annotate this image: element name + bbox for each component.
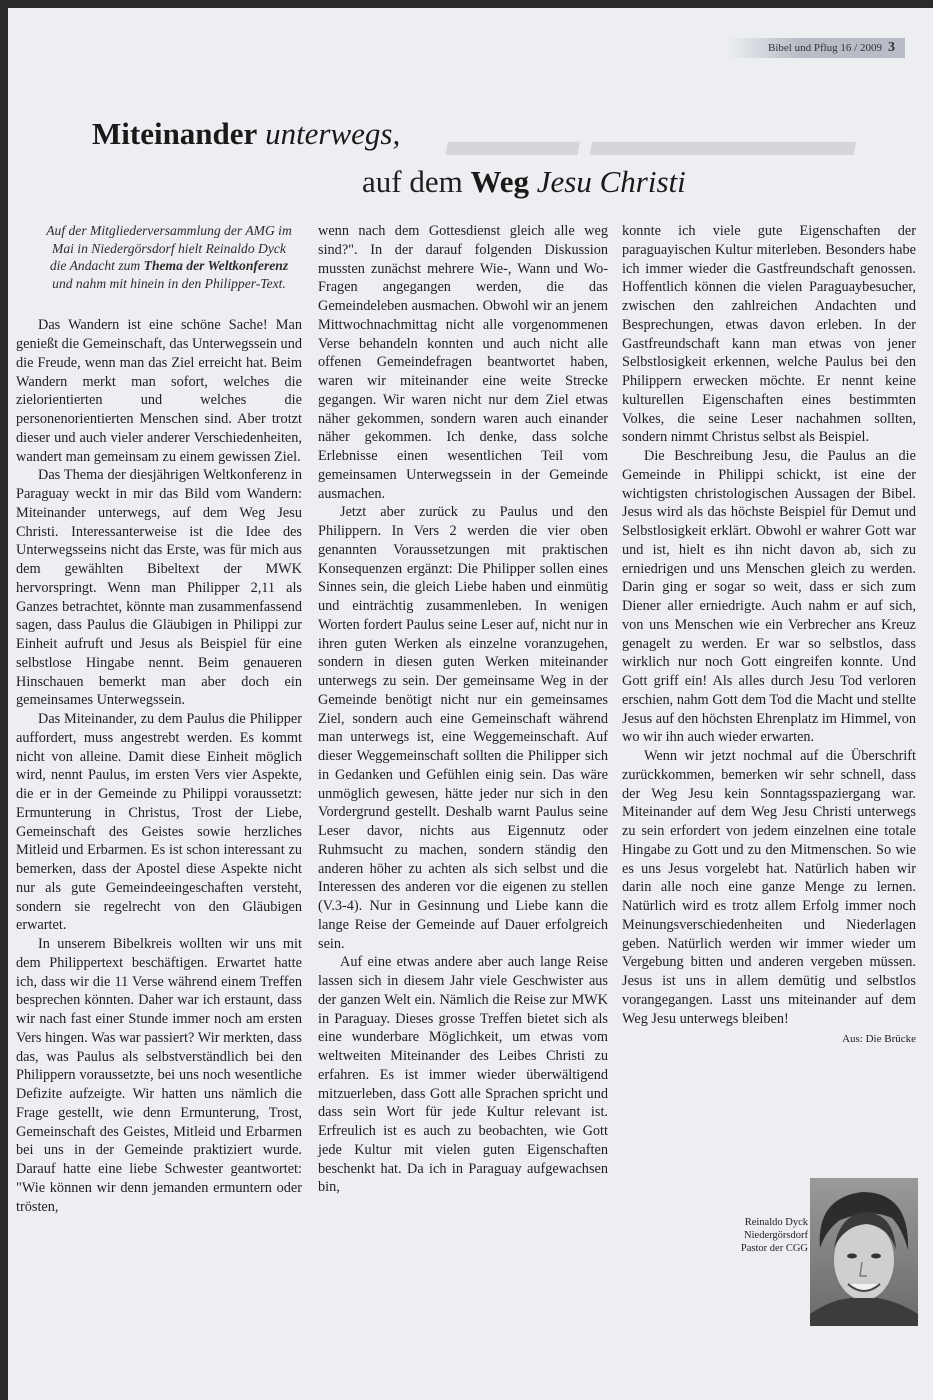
text-column-1 (16, 222, 302, 1216)
magazine-page (8, 8, 933, 1400)
paragraph: Auf eine etwas andere aber auch lange Reise lassen sich in diesem Jahr viele Geschwister aus der ganzen Welt ein. Nämlich die Reise zur MWK in Paraguay. Dieses grosse Treffen bietet sich als eine wunderbare Möglichkeit, um etwas vom weltweiten Miteinander des Leibes Christi zu erfahren. Es ist immer wieder überwältigend mitzuerleben, dass Gott alle Sprachen spricht und dass sein Wort für jede Kultur relevant ist. Erfreulich ist es auch zu beobachten, wie Gott jede Kultur mit vielen guten Eigenschaften beschenkt hat. Da ich in Paraguay aufgewachsen bin, (318, 954, 608, 1196)
title-word-weg: Weg (470, 164, 530, 199)
intro-teaser (46, 222, 292, 292)
paragraph: konnte ich viele gute Eigenschaften der paraguayischen Kultur miterleben. Besonders habe ich immer wieder die Gastfreundschaft genossen. Hoffentlich können die vielen Paraguaybesucher, zwischen den zahlreichen Andachten und Besprechungen, etwas davon erleben. In der Gastfreundschaft kann man etwas von jener Selbstlosigkeit erkennen, welche Paulus bei den Philippern erwecken möchte. Er nennt keine kulturellen Eigenschaften eines bestimmten Volkes, die seine Leser nachahmen sollten, sondern nimmt Christus selbst als Beispiel. (622, 223, 916, 446)
paragraph: wenn nach dem Gottesdienst gleich alle weg sind?". In der darauf folgenden Diskussion mussten zunächst mehrere Wie-, Wann und Wo-Fragen angegangen werden, die das Gemeindeleben ausmachen. Obwohl wir an jenem Mittwochnachmittag nicht alle vorgenommenen Verse behandeln konnten und auch nicht alle offenen Gemeindefragen beantwortet haben, waren wir miteinander eine weite Strecke gegangen. Wir waren nicht nur dem Ziel etwas näher gekommen, sondern waren auch einander näher gekommen. Ich denke, dass solche Erlebnisse einen wesentlichen Teil vom gemeinsamen Unterwegssein in der Gemeinde ausmachen. (318, 223, 608, 502)
title-prefix: auf dem (362, 164, 463, 199)
portrait-image-icon (810, 1178, 918, 1326)
title-line-2 (362, 164, 686, 200)
paragraph: Das Wandern ist eine schöne Sache! Man genießt die Gemeinschaft, das Unterwegssein und die Freude, wenn man das Ziel erreicht hat. Beim Wandern merkt man sofort, welches die zielorientierten und welches die personenorientierten Menschen sind. Aber trotzt dieser und auch vieler anderer Verschiedenheiten, wandert man gemeinsam zu einem gewissen Ziel. (16, 317, 302, 465)
page-header (728, 38, 905, 58)
paragraph: Die Beschreibung Jesu, die Paulus an die Gemeinde in Philippi schickt, ist eine der wichtigsten christologischen Aussagen der Bibel. Jesus wird als das höchste Beispiel für Demut und Selbstlosigkeit erklärt. Obwohl er wahrer Gott war und ist, hielt es ihn nicht davon ab, sich zu erniedrigen und uns Menschen gleich zu werden. Darin ging er sogar so weit, dass er sich zum Diener aller erniedrigte. Auch nahm er auf sich, von uns Menschen wie ein Verbrecher ans Kreuz genagelt zu werden. Er war so selbstlos, dass wirklich nur noch Gott eingreifen konnte. Und Gott griff ein! Als alles durch Jesu Tod verloren erschien, nahm Gott dem Tod die Macht und stellte Jesus auf den höchsten Ehrenplatz im Himmel, von wo wir ihn auch wieder erwarten. (622, 448, 916, 746)
paragraph: Das Miteinander, zu dem Paulus die Philipper auffordert, muss angestrebt werden. Es kommt nicht von alleine. Damit diese Einheit möglich wird, nennt Paulus, im ersten Vers vier Aspekte, die er in der Gemeinde zu Philippi voraussetzt: Ermunterung in Christus, Trost der Liebe, Gemeinschaft des Geistes sowie herzliches Mitleid und Erbarmen. Es ist schon interessant zu bemerken, dass der Apostel diese Aspekte nicht nur als gute Gemeindeeingeschaften versteht, sondern sie regelrecht von den Gläubigen erwartet. (16, 711, 302, 934)
title-word-unterwegs: unterwegs, (265, 116, 401, 151)
author-name: Reinaldo Dyck (744, 1217, 808, 1228)
running-title: Bibel und Pflug 16 / 2009 (768, 42, 882, 54)
paragraph: In unserem Bibelkreis wollten wir uns mit dem Philippertext beschäftigen. Erwartet hatte ich, dass wir die 11 Verse während einem Treffen besprechen könnten. Daher war ich erstaunt, dass wir nach fast einer Stunde immer noch am ersten Vers hingen. Was war passiert? Wir merkten, dass das, was Paulus als selbstverständlich bei den Philippern voraussetzte, bei uns noch wesentliche Defizite aufzeigte. Wir hatten uns nämlich die Frage gestellt, wie denn Ermunterung, Trost, Gemeinschaft des Geistes, Mitleid und Erbarmen bei uns in der Gemeinde praktiziert wurde. Darauf hatte eine liebe Schwester geantwortet: "Wie können wir denn jemanden ermuntern oder trösten, (16, 936, 302, 1215)
paragraph: Jetzt aber zurück zu Paulus und den Philippern. In Vers 2 werden die vier oben genannten Voraussetzungen mit praktischen Konsequenzen ergänzt: Die Philipper sollen eines Sinnes sein, die gleich Liebe haben und einmütig und einträchtig zusammenleben. In wenigen Worten fordert Paulus seine Leser auf, nicht nur in ihren guten Werken als einzelne voranzugehen, sondern in diesen guten Werken miteinander unterwegs zu sein. Der gemeinsame Weg in der Gemeinde benötigt nicht nur ein gemeinsames Ziel, sondern auch eine Gemeinschaft während man unterwegs ist, eine Weggemeinschaft. Auf dieser Weggemeinschaft sollten die Philipper sich in Gedanken und Gefühlen einig sein. Das wäre unmöglich gewesen, hätte jeder nur sich in den Vordergrund gestellt. Deshalb warnt Paulus seine Leser davor, nichts aus Eigennutz oder Ruhmsucht zu machen, sondern ständig den anderen höher zu achten als sich selbst und die Interessen des anderen vor die eigenen zu stellen (V.3-4). Nur in Gesinnung und Liebe kann die lange Reise der Gemeinde auf Dauer erfolgreich sein. (318, 504, 608, 952)
source-credit: Aus: Die Brücke (842, 1033, 916, 1046)
paragraph: Wenn wir jetzt nochmal auf die Überschrift zurückkommen, bemerken wir sehr schnell, dass der Weg Jesu kein Sonntagsspaziergang war. Miteinander auf dem Weg Jesu Christi unterwegs zu sein erfordert von jedem einzelnen eine totale Hingabe zu Gott und zu den Mitmenschen. So wie es uns Jesus vorgelebt hat. Natürlich haben wir darin alle noch eine ganze Menge zu lernen. Natürlich wird es trotz allem Erfolg immer noch Meinungsverschiedenheiten und Niederlagen geben. Natürlich werden wir immer wieder um Vergebung bitten und anderen vergeben müssen. Jesus ist uns in allem demütig und selbstlos vorangegangen. Lasst uns miteinander auf dem Weg Jesu unterwegs bleiben! (622, 748, 916, 1027)
author-info (688, 1216, 808, 1255)
text-column-2 (318, 222, 608, 1197)
text-column-3 (622, 222, 916, 1049)
title-word-miteinander: Miteinander (92, 116, 258, 151)
intro-part-1: Auf der Mitgliederversammlung der AMG im Mai in Niedergörsdorf hielt Reinaldo Dyck die Andacht zum (46, 223, 292, 274)
bleed-through-decoration: ▬▬▬ ▬▬▬▬▬▬ (443, 116, 861, 165)
intro-bold: Thema der Weltkonferenz (143, 258, 289, 274)
author-role: Pastor der CGG (740, 1243, 808, 1254)
intro-part-2: und nahm mit hinein in den Philipper-Text. (52, 275, 286, 291)
paragraph: Das Thema der diesjährigen Weltkonferenz in Paraguay weckt in mir das Bild vom Wandern: Miteinander unterwegs, auf dem Weg Jesu Christi. Interessanterweise ist die Idee des Unterwegsseins nicht das Erste, was für mich aus dem gewählten Bibeltext der MWK hervorspringt. Wenn man Philipper 2,11 als Ganzes betrachtet, könnte man zusammenfassend sagen, dass Paulus die Gläubigen in Philippi zur Einheit aufruft und Jesus als Beispiel für eine selbstlose Hingabe nennt. Beim genaueren Hinschauen bemerkt man aber doch ein gemeinsames Unterwegssein. (16, 467, 302, 709)
author-box (628, 1178, 918, 1328)
author-portrait-photo (810, 1178, 918, 1326)
title-word-jesu-christi: Jesu Christi (536, 164, 686, 199)
page-number: 3 (888, 40, 895, 55)
title-line-1 (92, 116, 400, 152)
author-place: Niedergörsdorf (744, 1230, 808, 1241)
